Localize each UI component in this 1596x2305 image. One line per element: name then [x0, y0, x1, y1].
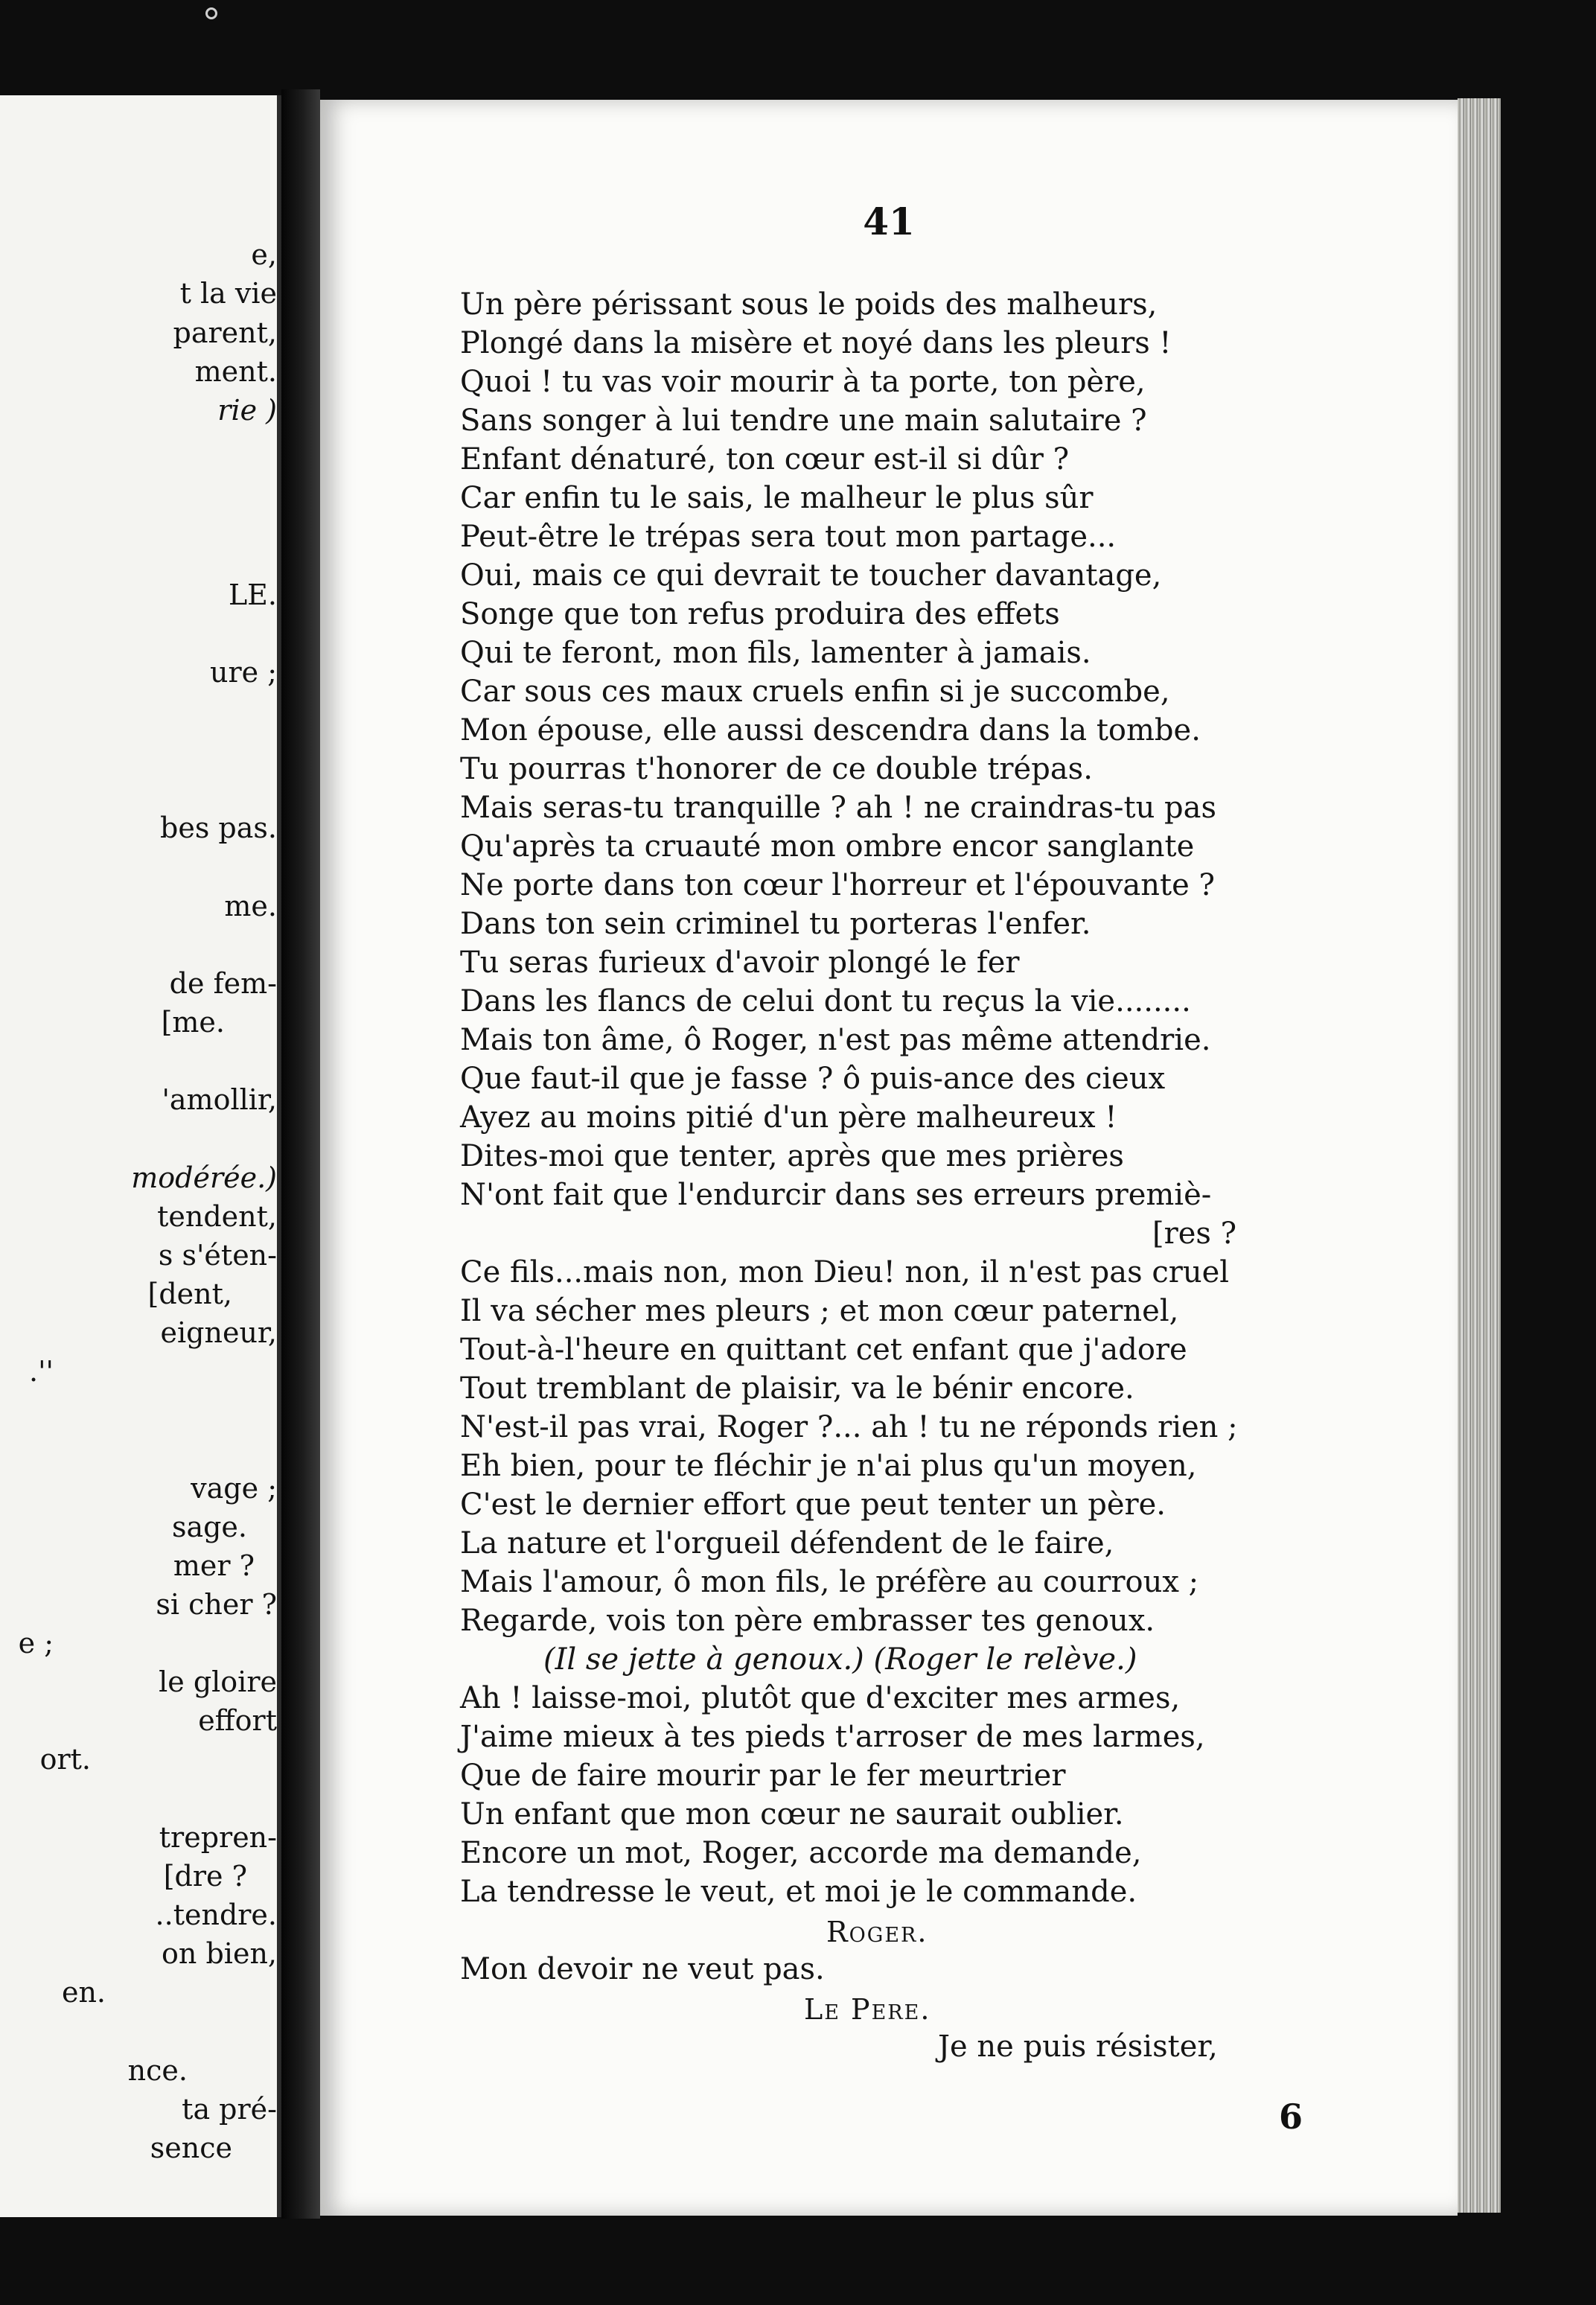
verse-line: Quoi ! tu vas voir mourir à ta porte, ton père,: [460, 365, 1146, 399]
verse-line: C'est le dernier effort que peut tenter un père.: [460, 1488, 1166, 1522]
verse-line: Qu'après ta cruauté mon ombre encor sanglante: [460, 829, 1195, 864]
left-fragment: me.: [224, 890, 277, 922]
left-fragment: le gloire: [159, 1665, 277, 1698]
left-fragment: mer ?: [173, 1549, 255, 1582]
left-fragment: tendent,: [157, 1200, 277, 1233]
left-fragment: sence: [150, 2132, 232, 2164]
speaker-name: Roger.: [826, 1916, 928, 1948]
left-fragment: [dre ?: [163, 1860, 247, 1893]
left-fragment: rie ): [217, 394, 277, 427]
page-edges: [1458, 98, 1501, 2213]
left-fragment: bes pas.: [160, 812, 277, 844]
left-fragment: nce.: [127, 2054, 188, 2087]
verse-line: Ah ! laisse-moi, plutôt que d'exciter mes armes,: [460, 1681, 1181, 1715]
verse-line: Mon épouse, elle aussi descendra dans la tombe.: [460, 713, 1201, 747]
verse-line: Mais l'amour, ô mon fils, le préfère au courroux ;: [460, 1565, 1199, 1599]
verse-line: Mais ton âme, ô Roger, n'est pas même attendrie.: [460, 1023, 1211, 1057]
verse-line: Ce fils...mais non, mon Dieu! non, il n'est pas cruel: [460, 1255, 1230, 1289]
verse-line: Un père périssant sous le poids des malheurs,: [460, 287, 1158, 322]
verse-line: Encore un mot, Roger, accorde ma demande,: [460, 1836, 1142, 1870]
verse-line: La nature et l'orgueil défendent de le faire,: [460, 1526, 1114, 1560]
verse-line: Qui te feront, mon fils, lamenter à jamais.: [460, 636, 1091, 670]
page-number: 41: [863, 200, 915, 243]
verse-line: Tout-à-l'heure en quittant cet enfant que j'adore: [460, 1333, 1187, 1367]
verse-line: Un enfant que mon cœur ne saurait oublier.: [460, 1797, 1124, 1831]
left-fragment: de fem-: [169, 967, 277, 1000]
left-fragment: vage ;: [191, 1472, 277, 1505]
left-fragment: effort: [198, 1704, 277, 1737]
verse-line: Dans ton sein criminel tu porteras l'enfer.: [460, 907, 1091, 941]
left-fragment: trepren-: [159, 1821, 277, 1854]
dust-speck: [205, 7, 217, 19]
verse-line: Car sous ces maux cruels enfin si je succombe,: [460, 675, 1170, 709]
left-fragment: si cher ?: [156, 1588, 277, 1621]
verse-line: Je ne puis résister,: [938, 2030, 1218, 2064]
left-fragment: [me.: [161, 1006, 225, 1039]
verse-line: Tu pourras t'honorer de ce double trépas.: [460, 752, 1093, 786]
verse-line: Dans les flancs de celui dont tu reçus la vie........: [460, 984, 1191, 1018]
left-fragment: s s'éten-: [158, 1239, 277, 1272]
signature-mark: 6: [1279, 2097, 1303, 2137]
verse-line: Tout tremblant de plaisir, va le bénir encore.: [460, 1371, 1134, 1406]
left-fragment: ..tendre.: [155, 1898, 277, 1931]
left-page: [0, 95, 281, 2217]
verse-line: Car enfin tu le sais, le malheur le plus sûr: [460, 481, 1094, 515]
verse-line: Tu seras furieux d'avoir plongé le fer: [460, 946, 1020, 980]
left-fragment: e ;: [18, 1627, 54, 1660]
left-fragment: ort.: [39, 1743, 91, 1776]
verse-line: La tendresse le veut, et moi je le commande.: [460, 1875, 1137, 1909]
left-fragment: eigneur,: [160, 1316, 277, 1349]
verse-line: Que faut-il que je fasse ? ô puis-ance des cieux: [460, 1062, 1166, 1096]
verse-line: Songe que ton refus produira des effets: [460, 597, 1060, 631]
verse-line-continuation: [res ?: [1152, 1217, 1237, 1251]
verse-line: Ayez au moins pitié d'un père malheureux !: [460, 1100, 1117, 1135]
speaker-name: Le Pere.: [804, 1993, 931, 2026]
verse-line: Il va sécher mes pleurs ; et mon cœur paternel,: [460, 1294, 1179, 1328]
right-page: [320, 100, 1458, 2216]
left-fragment: on bien,: [162, 1937, 277, 1970]
verse-line: Enfant dénaturé, ton cœur est-il si dûr ?: [460, 442, 1070, 476]
left-fragment: [dent,: [147, 1278, 232, 1310]
verse-line: Dites-moi que tenter, après que mes prières: [460, 1139, 1124, 1173]
left-fragment: LE.: [228, 578, 277, 611]
verse-line: Mais seras-tu tranquille ? ah ! ne craindras-tu pas: [460, 791, 1217, 825]
verse-line: N'ont fait que l'endurcir dans ses erreurs premiè-: [460, 1178, 1212, 1212]
verse-line: N'est-il pas vrai, Roger ?... ah ! tu ne réponds rien ;: [460, 1410, 1238, 1444]
left-fragment: t la vie: [179, 277, 277, 310]
left-fragment: ure ;: [209, 656, 277, 689]
verse-line: Peut-être le trépas sera tout mon partage...: [460, 520, 1117, 554]
book-gutter: [281, 89, 320, 2219]
left-fragment: sage.: [171, 1511, 247, 1543]
verse-line: Mon devoir ne veut pas.: [460, 1952, 825, 1986]
left-fragment: e,: [251, 238, 277, 271]
verse-line: Sans songer à lui tendre une main salutaire ?: [460, 404, 1147, 438]
left-fragment: parent,: [173, 316, 277, 349]
verse-line: Ne porte dans ton cœur l'horreur et l'épouvante ?: [460, 868, 1215, 902]
verse-line: Eh bien, pour te fléchir je n'ai plus qu'un moyen,: [460, 1449, 1197, 1483]
verse-line: J'aime mieux à tes pieds t'arroser de mes larmes,: [460, 1720, 1205, 1754]
verse-line: Que de faire mourir par le fer meurtrier: [460, 1759, 1066, 1793]
verse-line: Plongé dans la misère et noyé dans les pleurs !: [460, 326, 1172, 360]
left-fragment: ment.: [194, 355, 277, 388]
left-fragment: 'amollir,: [162, 1083, 277, 1116]
left-fragment: modérée.): [131, 1161, 277, 1194]
left-fragment: .'': [29, 1355, 54, 1388]
verse-line: Regarde, vois ton père embrasser tes genoux.: [460, 1604, 1155, 1638]
verse-line: Oui, mais ce qui devrait te toucher davantage,: [460, 558, 1162, 593]
left-fragment: en.: [61, 1976, 106, 2009]
stage-direction: (Il se jette à genoux.) (Roger le relève.): [543, 1642, 1137, 1677]
left-fragment: ta pré-: [182, 2093, 277, 2126]
